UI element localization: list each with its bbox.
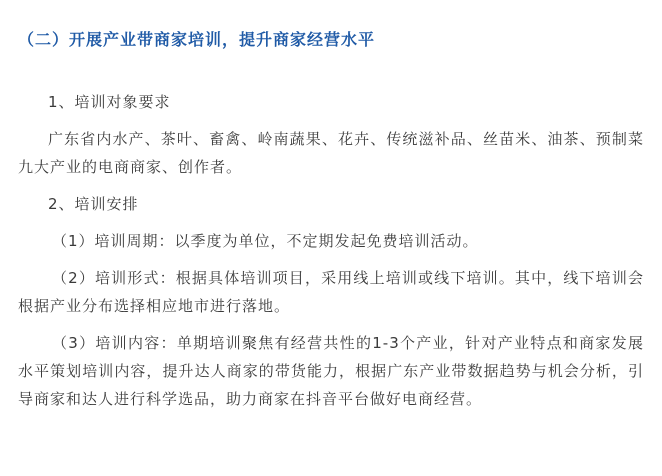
paragraph-training-target: 广东省内水产、茶叶、畜禽、岭南蔬果、花卉、传统滋补品、丝苗米、油茶、预制菜九大产业的电商商家、创作者。 (18, 130, 644, 176)
subsection-title-training-target: 1、培训对象要求 (48, 93, 171, 111)
subsection-title-training-arrangement: 2、培训安排 (48, 195, 139, 213)
section-heading: （二）开展产业带商家培训，提升商家经营水平 (18, 30, 376, 49)
paragraph-training-format: （2）培训形式：根据具体培训项目，采用线上培训或线下培训。其中，线下培训会根据产业分布选择相应地市进行落地。 (18, 269, 644, 315)
paragraph-training-content: （3）培训内容：单期培训聚焦有经营共性的1-3个产业，针对产业特点和商家发展水平策划培训内容，提升达人商家的带货能力，根据广东产业带数据趋势与机会分析，引导商家和达人进行科学选品，助力商家在抖音平台做好电商经营。 (18, 334, 644, 408)
paragraph-training-period: （1）培训周期：以季度为单位，不定期发起免费培训活动。 (52, 232, 479, 250)
